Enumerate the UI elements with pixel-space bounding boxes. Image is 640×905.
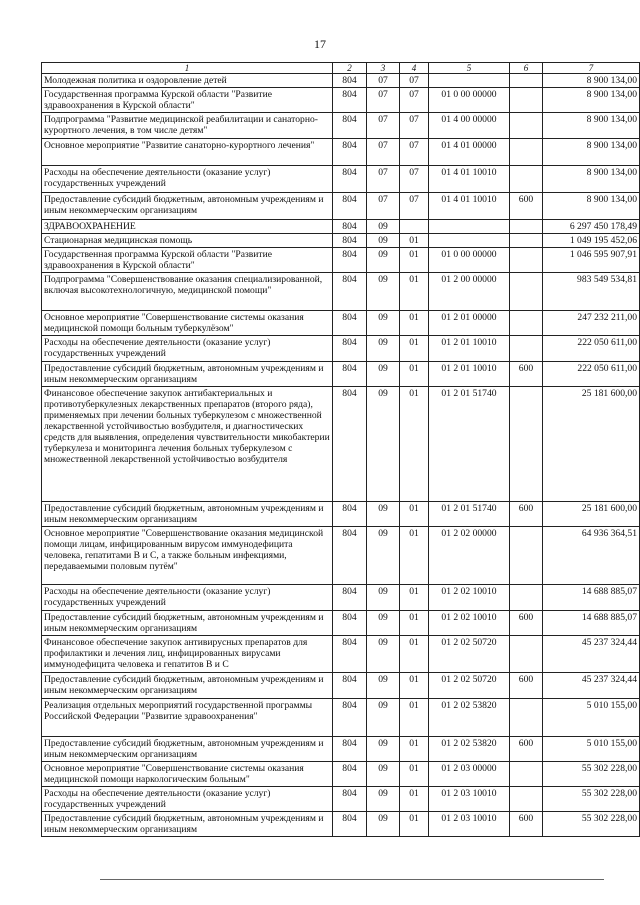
cell-pr: 01 — [400, 584, 429, 610]
cell-cs: 01 2 02 10010 — [429, 584, 510, 610]
cell-vr — [510, 698, 543, 736]
cell-sum: 14 688 885,07 — [543, 610, 640, 635]
cell-gr: 804 — [333, 698, 367, 736]
cell-name: Предоставление субсидий бюджетным, автономным учреждениям и иным некоммерческим организациям — [42, 736, 333, 761]
cell-gr: 804 — [333, 635, 367, 672]
cell-vr — [510, 233, 543, 247]
cell-rz: 09 — [367, 672, 400, 698]
table-row — [42, 386, 640, 501]
cell-gr: 804 — [333, 272, 367, 310]
cell-name: ЗДРАВООХРАНЕНИЕ — [42, 219, 333, 233]
cell-pr: 01 — [400, 335, 429, 361]
cell-pr: 01 — [400, 501, 429, 526]
cell-rz: 09 — [367, 761, 400, 786]
cell-pr: 01 — [400, 310, 429, 335]
cell-cs: 01 2 01 10010 — [429, 335, 510, 361]
cell-gr: 804 — [333, 247, 367, 272]
cell-cs: 01 2 02 10010 — [429, 610, 510, 635]
cell-gr: 804 — [333, 335, 367, 361]
cell-pr: 01 — [400, 526, 429, 584]
cell-pr: 07 — [400, 113, 429, 138]
cell-name: Подпрограмма "Развитие медицинской реабилитации и санаторно-курортного лечения, в том числе детям" — [42, 113, 333, 138]
table-row — [42, 698, 640, 736]
cell-cs: 01 2 02 53820 — [429, 736, 510, 761]
cell-gr: 804 — [333, 761, 367, 786]
cell-rz: 07 — [367, 88, 400, 113]
cell-name: Основное мероприятие "Совершенствование системы оказания медицинской помощи наркологическим больным" — [42, 761, 333, 786]
cell-cs: 01 0 00 00000 — [429, 247, 510, 272]
cell-vr: 600 — [510, 361, 543, 386]
cell-pr: 01 — [400, 761, 429, 786]
cell-rz: 09 — [367, 219, 400, 233]
cell-name: Финансовое обеспечение закупок антибактериальных и противотуберкулезных лекарственных препаратов (второго ряда), применяемых при лечении больных туберкулезом с множественной лекарственной устойчивостью возбудителя, и диагностических средств для выявления, определения чувствительности микобактерии туберкулеза и мониторинга лечения больных туберкулезом с множественной лекарственной устойчивостью возбудителя — [42, 386, 333, 501]
cell-gr: 804 — [333, 361, 367, 386]
cell-gr: 804 — [333, 138, 367, 165]
cell-gr: 804 — [333, 812, 367, 837]
cell-pr: 01 — [400, 361, 429, 386]
cell-pr: 07 — [400, 165, 429, 192]
table-row — [42, 74, 640, 88]
budget-table — [41, 62, 640, 837]
table-row — [42, 672, 640, 698]
cell-vr — [510, 247, 543, 272]
cell-pr: 01 — [400, 787, 429, 812]
cell-sum: 25 181 600,00 — [543, 386, 640, 501]
cell-name: Финансовое обеспечение закупок антивирусных препаратов для профилактики и лечения лиц, инфицированных вирусами иммунодефицита человека и гепатитов В и С — [42, 635, 333, 672]
cell-name: Предоставление субсидий бюджетным, автономным учреждениям и иным некоммерческим организациям — [42, 812, 333, 837]
cell-vr — [510, 138, 543, 165]
cell-vr — [510, 526, 543, 584]
cell-cs: 01 4 01 10010 — [429, 192, 510, 219]
cell-cs: 01 2 01 51740 — [429, 386, 510, 501]
cell-sum: 55 302 228,00 — [543, 812, 640, 837]
table-row — [42, 138, 640, 165]
cell-vr — [510, 787, 543, 812]
cell-rz: 09 — [367, 812, 400, 837]
cell-cs: 01 4 01 00000 — [429, 138, 510, 165]
table-row — [42, 501, 640, 526]
cell-name: Основное мероприятие "Развитие санаторно-курортного лечения" — [42, 138, 333, 165]
cell-sum: 45 237 324,44 — [543, 672, 640, 698]
cell-name: Подпрограмма "Совершенствование оказания специализированной, включая высокотехнологичную, медицинской помощи" — [42, 272, 333, 310]
cell-vr — [510, 272, 543, 310]
cell-cs: 01 0 00 00000 — [429, 88, 510, 113]
table-row — [42, 247, 640, 272]
cell-cs — [429, 74, 510, 88]
cell-name: Предоставление субсидий бюджетным, автономным учреждениям и иным некоммерческим организациям — [42, 501, 333, 526]
cell-pr: 01 — [400, 736, 429, 761]
header-col-4: 4 — [400, 63, 429, 74]
table-row — [42, 335, 640, 361]
cell-vr — [510, 635, 543, 672]
cell-rz: 09 — [367, 736, 400, 761]
cell-gr: 804 — [333, 233, 367, 247]
cell-pr: 07 — [400, 192, 429, 219]
table-row — [42, 761, 640, 786]
cell-sum: 6 297 450 178,49 — [543, 219, 640, 233]
cell-vr — [510, 219, 543, 233]
header-col-5: 5 — [429, 63, 510, 74]
cell-sum: 8 900 134,00 — [543, 165, 640, 192]
cell-vr — [510, 761, 543, 786]
cell-pr: 01 — [400, 610, 429, 635]
cell-cs: 01 2 01 00000 — [429, 310, 510, 335]
cell-gr: 804 — [333, 501, 367, 526]
cell-name: Реализация отдельных мероприятий государственной программы Российской Федерации "Развитие здравоохранения" — [42, 698, 333, 736]
cell-sum: 8 900 134,00 — [543, 192, 640, 219]
cell-rz: 09 — [367, 787, 400, 812]
cell-rz: 09 — [367, 386, 400, 501]
cell-gr: 804 — [333, 310, 367, 335]
cell-vr: 600 — [510, 672, 543, 698]
cell-name: Основное мероприятие "Совершенствование системы оказания медицинской помощи больным туберкулёзом" — [42, 310, 333, 335]
cell-rz: 09 — [367, 698, 400, 736]
cell-rz: 07 — [367, 192, 400, 219]
table-row — [42, 361, 640, 386]
cell-cs: 01 2 02 50720 — [429, 635, 510, 672]
cell-name: Государственная программа Курской области "Развитие здравоохранения в Курской области" — [42, 247, 333, 272]
cell-sum: 247 232 211,00 — [543, 310, 640, 335]
table-row — [42, 192, 640, 219]
cell-sum: 8 900 134,00 — [543, 138, 640, 165]
cell-sum: 222 050 611,00 — [543, 361, 640, 386]
cell-pr: 01 — [400, 272, 429, 310]
cell-sum: 25 181 600,00 — [543, 501, 640, 526]
cell-gr: 804 — [333, 736, 367, 761]
header-col-1: 1 — [42, 63, 333, 74]
cell-vr — [510, 88, 543, 113]
cell-sum: 8 900 134,00 — [543, 88, 640, 113]
cell-pr: 01 — [400, 386, 429, 501]
cell-cs — [429, 219, 510, 233]
cell-sum: 64 936 364,51 — [543, 526, 640, 584]
table-row — [42, 165, 640, 192]
cell-rz: 09 — [367, 247, 400, 272]
cell-gr: 804 — [333, 526, 367, 584]
cell-sum: 5 010 155,00 — [543, 698, 640, 736]
cell-pr: 01 — [400, 635, 429, 672]
table-row — [42, 584, 640, 610]
cell-pr: 01 — [400, 698, 429, 736]
cell-name: Основное мероприятие "Совершенствование оказания медицинской помощи лицам, инфицированным вирусом иммунодефицита человека, гепатитами В и С, а также больным инфекциями, передаваемыми половым путём" — [42, 526, 333, 584]
table-row — [42, 219, 640, 233]
table-header-row — [42, 63, 640, 74]
cell-rz: 09 — [367, 584, 400, 610]
cell-vr — [510, 113, 543, 138]
table-row — [42, 113, 640, 138]
cell-gr: 804 — [333, 610, 367, 635]
cell-name: Государственная программа Курской области "Развитие здравоохранения в Курской области" — [42, 88, 333, 113]
table-row — [42, 88, 640, 113]
cell-vr: 600 — [510, 812, 543, 837]
cell-pr: 07 — [400, 138, 429, 165]
table-row — [42, 610, 640, 635]
cell-name: Расходы на обеспечение деятельности (оказание услуг) государственных учреждений — [42, 335, 333, 361]
cell-rz: 07 — [367, 138, 400, 165]
cell-gr: 804 — [333, 74, 367, 88]
cell-rz: 07 — [367, 74, 400, 88]
cell-rz: 09 — [367, 310, 400, 335]
cell-rz: 09 — [367, 501, 400, 526]
cell-vr: 600 — [510, 610, 543, 635]
cell-pr: 01 — [400, 233, 429, 247]
cell-sum: 983 549 534,81 — [543, 272, 640, 310]
cell-rz: 09 — [367, 610, 400, 635]
cell-rz: 07 — [367, 113, 400, 138]
cell-sum: 45 237 324,44 — [543, 635, 640, 672]
cell-name: Расходы на обеспечение деятельности (оказание услуг) государственных учреждений — [42, 787, 333, 812]
cell-vr: 600 — [510, 501, 543, 526]
cell-gr: 804 — [333, 192, 367, 219]
cell-rz: 07 — [367, 165, 400, 192]
cell-sum: 5 010 155,00 — [543, 736, 640, 761]
header-col-2: 2 — [333, 63, 367, 74]
cell-pr: 07 — [400, 74, 429, 88]
cell-gr: 804 — [333, 219, 367, 233]
header-col-6: 6 — [510, 63, 543, 74]
cell-name: Расходы на обеспечение деятельности (оказание услуг) государственных учреждений — [42, 584, 333, 610]
table-row — [42, 310, 640, 335]
cell-cs: 01 4 01 10010 — [429, 165, 510, 192]
cell-vr — [510, 584, 543, 610]
cell-pr: 01 — [400, 812, 429, 837]
cell-rz: 09 — [367, 526, 400, 584]
cell-gr: 804 — [333, 113, 367, 138]
cell-pr: 07 — [400, 88, 429, 113]
cell-rz: 09 — [367, 335, 400, 361]
table-row — [42, 272, 640, 310]
footer-rule — [100, 879, 604, 880]
cell-vr: 600 — [510, 736, 543, 761]
table-body — [42, 74, 640, 837]
page-number: 17 — [314, 37, 326, 51]
cell-name: Молодежная политика и оздоровление детей — [42, 74, 333, 88]
cell-cs — [429, 233, 510, 247]
cell-sum: 55 302 228,00 — [543, 787, 640, 812]
header-col-3: 3 — [367, 63, 400, 74]
cell-vr — [510, 165, 543, 192]
cell-name: Стационарная медицинская помощь — [42, 233, 333, 247]
table-row — [42, 812, 640, 837]
cell-cs: 01 2 02 50720 — [429, 672, 510, 698]
cell-rz: 09 — [367, 272, 400, 310]
cell-gr: 804 — [333, 672, 367, 698]
cell-rz: 09 — [367, 635, 400, 672]
table-row — [42, 736, 640, 761]
cell-gr: 804 — [333, 88, 367, 113]
cell-cs: 01 2 03 10010 — [429, 787, 510, 812]
cell-rz: 09 — [367, 361, 400, 386]
cell-cs: 01 2 03 10010 — [429, 812, 510, 837]
cell-pr: 01 — [400, 247, 429, 272]
cell-cs: 01 4 00 00000 — [429, 113, 510, 138]
cell-sum: 8 900 134,00 — [543, 74, 640, 88]
cell-cs: 01 2 03 00000 — [429, 761, 510, 786]
cell-name: Предоставление субсидий бюджетным, автономным учреждениям и иным некоммерческим организациям — [42, 192, 333, 219]
cell-pr — [400, 219, 429, 233]
cell-vr — [510, 335, 543, 361]
cell-pr: 01 — [400, 672, 429, 698]
cell-gr: 804 — [333, 165, 367, 192]
cell-cs: 01 2 02 00000 — [429, 526, 510, 584]
cell-vr — [510, 310, 543, 335]
cell-vr: 600 — [510, 192, 543, 219]
cell-name: Предоставление субсидий бюджетным, автономным учреждениям и иным некоммерческим организациям — [42, 361, 333, 386]
cell-cs: 01 2 00 00000 — [429, 272, 510, 310]
cell-cs: 01 2 01 10010 — [429, 361, 510, 386]
cell-sum: 55 302 228,00 — [543, 761, 640, 786]
table-row — [42, 787, 640, 812]
table-row — [42, 635, 640, 672]
table-row — [42, 233, 640, 247]
cell-gr: 804 — [333, 584, 367, 610]
cell-name: Предоставление субсидий бюджетным, автономным учреждениям и иным некоммерческим организациям — [42, 672, 333, 698]
header-col-7: 7 — [543, 63, 640, 74]
cell-sum: 222 050 611,00 — [543, 335, 640, 361]
cell-sum: 14 688 885,07 — [543, 584, 640, 610]
cell-gr: 804 — [333, 386, 367, 501]
cell-rz: 09 — [367, 233, 400, 247]
cell-sum: 8 900 134,00 — [543, 113, 640, 138]
cell-name: Расходы на обеспечение деятельности (оказание услуг) государственных учреждений — [42, 165, 333, 192]
table-row — [42, 526, 640, 584]
cell-name: Предоставление субсидий бюджетным, автономным учреждениям и иным некоммерческим организациям — [42, 610, 333, 635]
cell-vr — [510, 74, 543, 88]
cell-cs: 01 2 01 51740 — [429, 501, 510, 526]
cell-cs: 01 2 02 53820 — [429, 698, 510, 736]
cell-sum: 1 046 595 907,91 — [543, 247, 640, 272]
cell-sum: 1 049 195 452,06 — [543, 233, 640, 247]
cell-gr: 804 — [333, 787, 367, 812]
cell-vr — [510, 386, 543, 501]
